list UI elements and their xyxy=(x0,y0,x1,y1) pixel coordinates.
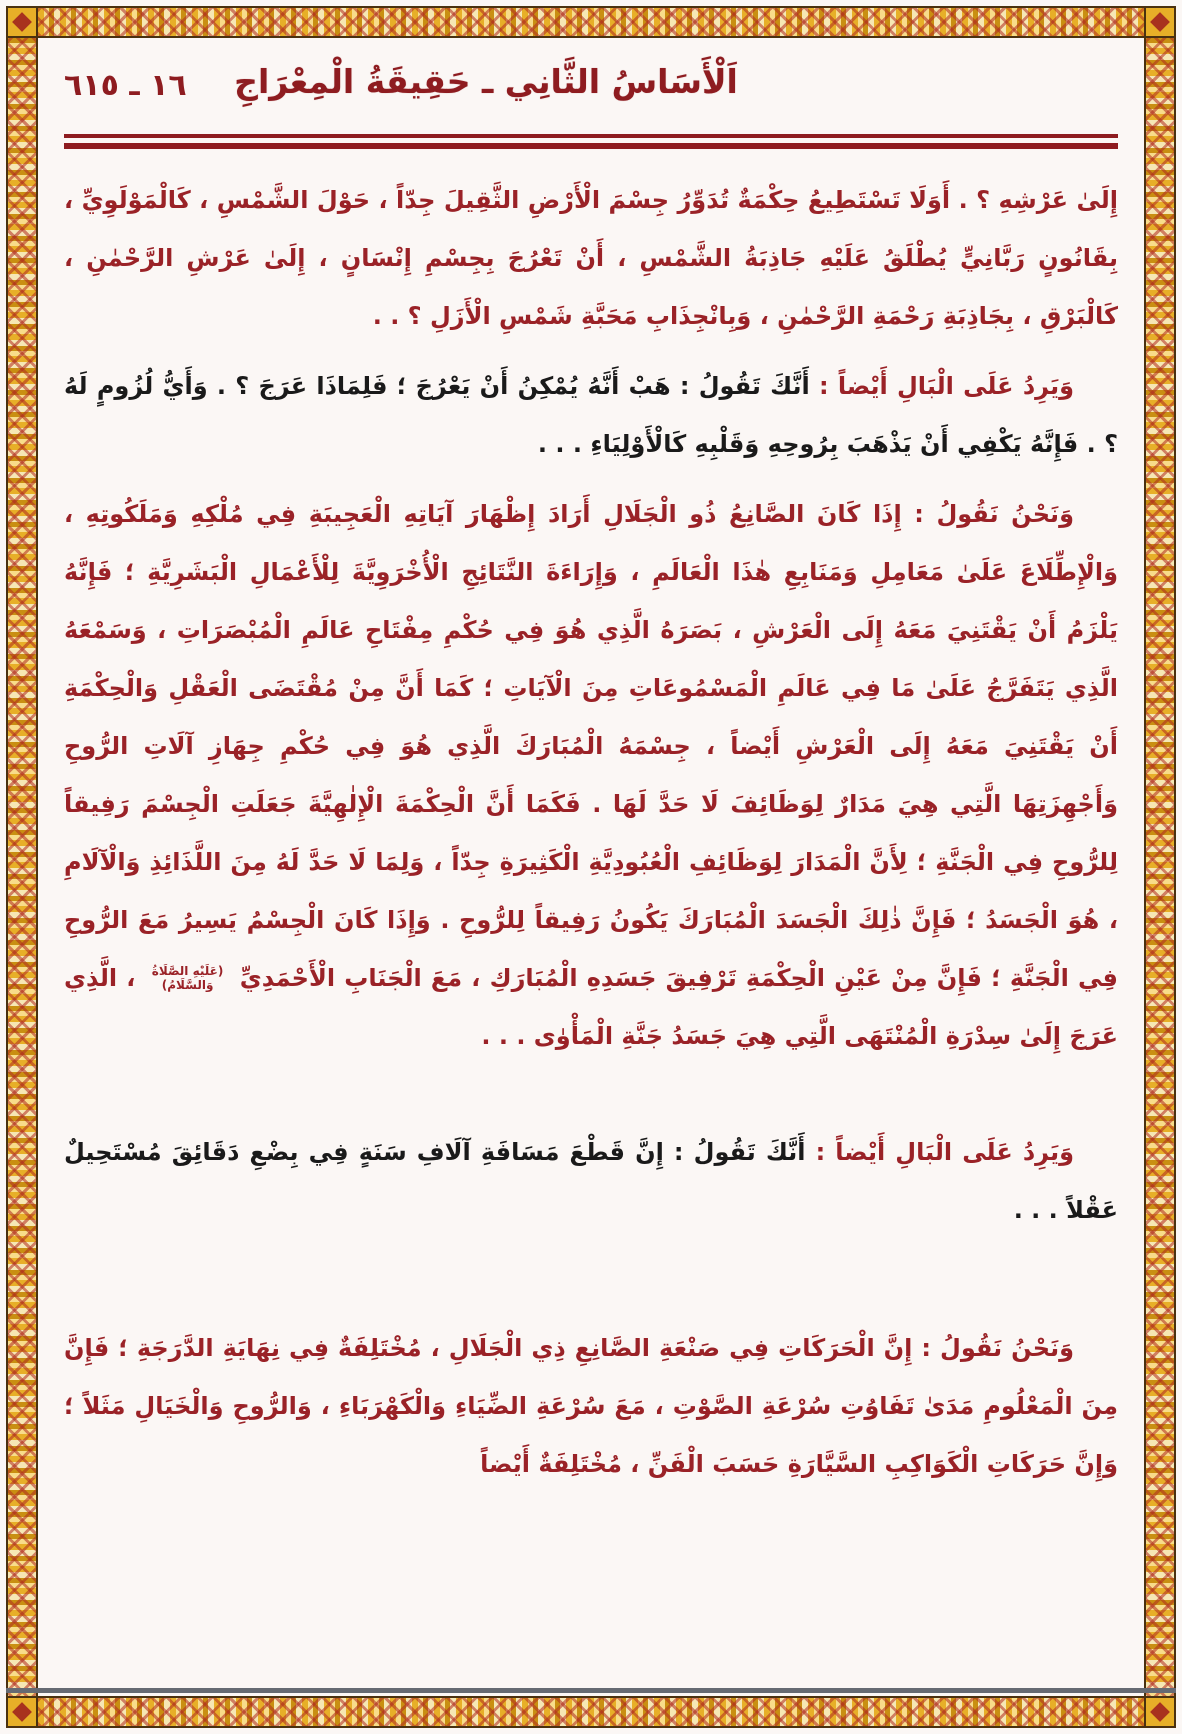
text-segment: أَنَّكَ تَقُولُ : إِنَّ قَطْعَ مَسَافَةِ آلَافِ سَنَةٍ فِي بِضْعِ دَقَائِقَ مُسْتَحِيلٌ عَقْلاً . . . xyxy=(64,1138,1118,1224)
paragraph xyxy=(64,1319,1118,1493)
paragraph xyxy=(64,1123,1118,1239)
page-content xyxy=(64,52,1118,1676)
header-divider-thick xyxy=(64,143,1118,149)
frame-corner-top-left xyxy=(6,6,38,38)
text-segment: وَنَحْنُ نَقُولُ : إِنَّ الْحَرَكَاتِ فِي صَنْعَةِ الصَّانِعِ ذِي الْجَلَالِ ، مُخْتَلِفَةٌ فِي نِهَايَةِ الدَّرَجَةِ ؛ فَإِنَّ مِنَ الْمَعْلُومِ مَدَىٰ تَفَاوُتِ سُرْعَةِ الصَّوْتِ ، مَعَ سُرْعَةِ الضِّيَاءِ وَالْكَهْرَبَاءِ ، وَالرُّوحِ وَالْخَيَالِ مَثَلاً ؛ وَإِنَّ حَرَكَاتِ الْكَوَاكِبِ السَّيَّارَةِ حَسَبَ الْفَنِّ ، مُخْتَلِفَةٌ أَيْضاً xyxy=(64,1334,1118,1478)
frame-border-top xyxy=(36,6,1146,38)
text-segment: وَيَرِدُ عَلَى الْبَالِ أَيْضاً : xyxy=(809,372,1075,400)
text-segment: ، الَّذِي عَرَجَ إِلَىٰ سِدْرَةِ الْمُنْتَهَى الَّتِي هِيَ جَسَدُ جَنَّةِ الْمَأْوٰى . . . xyxy=(64,964,1118,1050)
text-segment: إِلَىٰ عَرْشِهِ ؟ . أَوَلَا تَسْتَطِيعُ حِكْمَةٌ تُدَوِّرُ جِسْمَ الْأَرْضِ الثَّقِيلَ جِدّاً ، حَوْلَ الشَّمْسِ ، كَالْمَوْلَوِيِّ ، بِقَانُونٍ رَبَّانِيٍّ يُطْلَقُ عَلَيْهِ جَاذِبَةُ الشَّمْسِ ، أَنْ تَعْرُجَ بِجِسْمِ إِنْسَانٍ ، إِلَىٰ عَرْشِ الرَّحْمٰنِ ، كَالْبَرْقِ ، بِجَاذِبَةِ رَحْمَةِ الرَّحْمٰنِ ، وَبِانْجِذَابِ مَحَبَّةِ شَمْسِ الْأَزَلِ ؟ . . xyxy=(64,186,1118,330)
text-segment: وَنَحْنُ نَقُولُ : إِذَا كَانَ الصَّانِعُ ذُو الْجَلَالِ أَرَادَ إِظْهَارَ آيَاتِهِ الْعَجِيبَةِ فِي مُلْكِهِ وَمَلَكُوتِهِ ، وَالْإِطِّلَاعَ عَلَىٰ مَعَامِلِ وَمَنَابِعِ هٰذَا الْعَالَمِ ، وَإِرَاءَةَ النَّتَائِجِ الْأُخْرَوِيَّةَ لِلْأَعْمَالِ الْبَشَرِيَّةِ ؛ فَإِنَّهُ يَلْزَمُ أَنْ يَقْتَنِيَ مَعَهُ إِلَى الْعَرْشِ ، بَصَرَهُ الَّذِي هُوَ فِي حُكْمِ مِفْتَاحِ عَالَمِ الْمُبْصَرَاتِ ، وَسَمْعَهُ الَّذِي يَتَفَرَّجُ عَلَىٰ مَا فِي عَالَمِ الْمَسْمُوعَاتِ مِنَ الْآيَاتِ ؛ كَمَا أَنَّ مِنْ مُقْتَضَى الْعَقْلِ وَالْحِكْمَةِ أَنْ يَقْتَنِيَ مَعَهُ إِلَى الْعَرْشِ أَيْضاً ، جِسْمَهُ الْمُبَارَكَ الَّذِي هُوَ فِي حُكْمِ جِهَازِ آلَاتِ الرُّوحِ وَأَجْهِزَتِهَا الَّتِي هِيَ مَدَارٌ لِوَظَائِفَ لَا حَدَّ لَهَا . فَكَمَا أَنَّ الْحِكْمَةَ الْإِلٰهِيَّةَ جَعَلَتِ الْجِسْمَ رَفِيقاً لِلرُّوحِ فِي الْجَنَّةِ ؛ لِأَنَّ الْمَدَارَ لِوَظَائِفِ الْعُبُودِيَّةِ الْكَثِيرَةِ جِدّاً ، وَلِمَا لَا حَدَّ لَهُ مِنَ اللَّذَائِذِ وَالْآلَامِ ، هُوَ الْجَسَدُ ؛ فَإِنَّ ذٰلِكَ الْجَسَدَ الْمُبَارَكَ يَكُونُ رَفِيقاً لِلرُّوحِ . وَإِذَا كَانَ الْجِسْمُ يَسِيرُ مَعَ الرُّوحِ فِي الْجَنَّةِ ؛ فَإِنَّ مِنْ عَيْنِ الْحِكْمَةِ تَرْفِيقَ جَسَدِهِ الْمُبَارَكِ ، مَعَ الْجَنَابِ الْأَحْمَدِيِّ xyxy=(64,500,1118,992)
body-text xyxy=(64,171,1118,1493)
salawat-seal: (عَلَيْهِ الصَّلَاةُ وَالسَّلَامُ) xyxy=(151,964,224,992)
text-segment: وَيَرِدُ عَلَى الْبَالِ أَيْضاً : xyxy=(805,1138,1075,1166)
frame-border-right xyxy=(1144,6,1176,1728)
paragraph xyxy=(64,485,1118,1065)
frame-corner-bottom-right xyxy=(1144,1696,1176,1728)
page-number: ١٦ ـ ٦١٥ xyxy=(64,68,187,103)
frame-corner-top-right xyxy=(1144,6,1176,38)
frame-border-left xyxy=(6,6,38,1728)
text-segment: أَنَّكَ تَقُولُ : هَبْ أَنَّهُ يُمْكِنُ أَنْ يَعْرُجَ ؛ فَلِمَاذَا عَرَجَ ؟ . وَأَيُّ لُزُومٍ لَهُ ؟ . فَإِنَّهُ يَكْفِي أَنْ يَذْهَبَ بِرُوحِهِ وَقَلْبِهِ كَالْأَوْلِيَاءِ . . . xyxy=(64,372,1118,458)
header-divider-thin xyxy=(64,134,1118,138)
frame-corner-bottom-left xyxy=(6,1696,38,1728)
paragraph xyxy=(64,357,1118,473)
page-title: اَلْأَسَاسُ الثَّانِي ـ حَقِيقَةُ الْمِعْرَاجِ xyxy=(234,62,738,101)
frame-border-bottom xyxy=(36,1696,1146,1728)
bottom-rule-shadow xyxy=(6,1688,1176,1693)
page-header xyxy=(64,52,1118,128)
paragraph xyxy=(64,171,1118,345)
